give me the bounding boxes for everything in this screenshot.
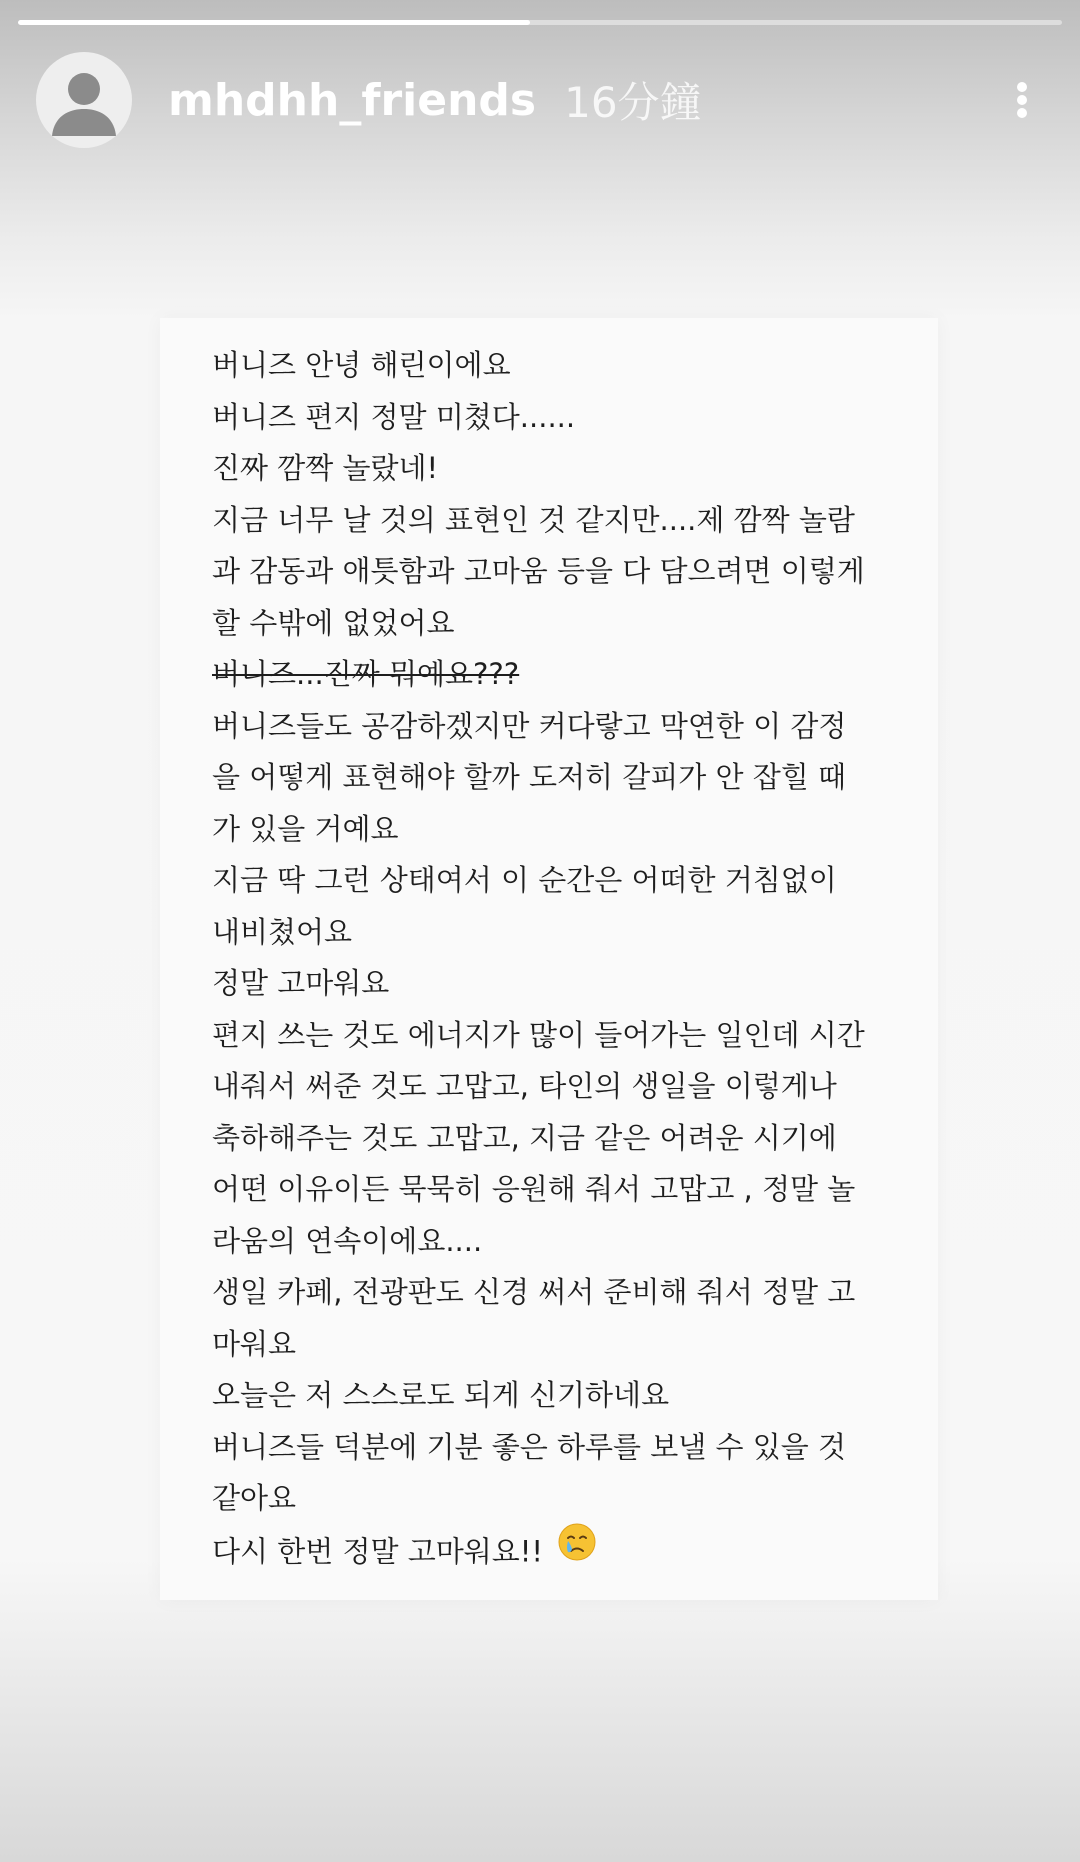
letter-line xyxy=(212,649,912,701)
letter-line-text: 버니즈 편지 정말 미쳤다...... xyxy=(212,399,576,434)
letter-line xyxy=(212,804,912,856)
letter-line-text: 편지 쓰는 것도 에너지가 많이 들어가는 일인데 시간 xyxy=(212,1017,865,1052)
username[interactable]: mhdhh_friends xyxy=(168,74,537,126)
letter-line xyxy=(212,1061,912,1113)
letter-line-text: 진짜 깜짝 놀랐네! xyxy=(212,451,439,485)
letter-line-text: 버니즈 안녕 해린이에요 xyxy=(212,348,511,382)
letter-line-text: 버니즈...진짜 뭐예요??? xyxy=(212,657,520,691)
letter-line xyxy=(212,1216,912,1268)
letter-line xyxy=(212,1473,912,1525)
letter-line-text: 다시 한번 정말 고마워요!! xyxy=(212,1533,544,1568)
letter-line xyxy=(212,907,912,959)
letter-line-text: 라움의 연속이에요.... xyxy=(212,1223,483,1258)
letter-line xyxy=(212,1113,912,1165)
letter-line-text: 축하해주는 것도 고맙고, 지금 같은 어려운 시기에 xyxy=(212,1120,837,1155)
letter-line xyxy=(212,392,912,444)
letter-line-text: 을 어떻게 표현해야 할까 도저히 갈피가 안 잡힐 때 xyxy=(212,760,847,794)
default-avatar-icon[interactable] xyxy=(36,52,132,148)
letter-line xyxy=(212,1370,912,1422)
letter-line-text: 가 있을 거예요 xyxy=(212,811,399,846)
letter-line xyxy=(212,855,912,907)
letter-line-text: 정말 고마워요 xyxy=(212,966,390,1000)
more-vertical-icon[interactable] xyxy=(1002,70,1042,130)
letter-line-text: 어떤 이유이든 묵묵히 응원해 줘서 고맙고 , 정말 놀 xyxy=(212,1172,856,1206)
story-progress-bar xyxy=(18,20,1062,25)
letter-line-text: 같아요 xyxy=(212,1481,297,1515)
letter-text xyxy=(212,340,912,1581)
letter-line-text: 버니즈들도 공감하겠지만 커다랗고 막연한 이 감정 xyxy=(212,708,847,743)
story-header xyxy=(36,52,1044,148)
letter-line-text: 생일 카페, 전광판도 신경 써서 준비해 줘서 정말 고 xyxy=(212,1275,856,1309)
letter-line xyxy=(212,340,912,392)
letter-line-text: 할 수밖에 없었어요 xyxy=(212,605,455,640)
letter-line xyxy=(212,958,912,1010)
letter-line xyxy=(212,701,912,753)
letter-card xyxy=(160,318,938,1600)
letter-line-text: 지금 딱 그런 상태여서 이 순간은 어떠한 거침없이 xyxy=(212,863,837,897)
crying-face-emoji-icon xyxy=(557,1522,597,1579)
letter-line xyxy=(212,752,912,804)
letter-line-text: 오늘은 저 스스로도 되게 신기하네요 xyxy=(212,1378,670,1412)
letter-line-text: 내줘서 써준 것도 고맙고, 타인의 생일을 이렇게나 xyxy=(212,1069,837,1103)
letter-line-text: 마워요 xyxy=(212,1326,297,1361)
letter-line xyxy=(212,1319,912,1371)
letter-line-text: 버니즈들 덕분에 기분 좋은 하루를 보낼 수 있을 것 xyxy=(212,1429,847,1464)
letter-line-text: 지금 너무 날 것의 표현인 것 같지만....제 깜짝 놀람 xyxy=(212,502,855,537)
letter-line xyxy=(212,1164,912,1216)
letter-line xyxy=(212,546,912,598)
post-time: 16分鐘 xyxy=(564,78,702,127)
letter-line-text: 내비쳤어요 xyxy=(212,914,353,949)
letter-line xyxy=(212,1267,912,1319)
letter-line xyxy=(212,495,912,547)
letter-line xyxy=(212,1422,912,1474)
letter-line xyxy=(212,598,912,650)
letter-line xyxy=(212,443,912,495)
letter-line-text: 과 감동과 애틋함과 고마움 등을 다 담으려면 이렇게 xyxy=(212,554,865,588)
letter-line xyxy=(212,1010,912,1062)
story-progress-fill xyxy=(18,20,530,25)
letter-line xyxy=(212,1525,912,1582)
